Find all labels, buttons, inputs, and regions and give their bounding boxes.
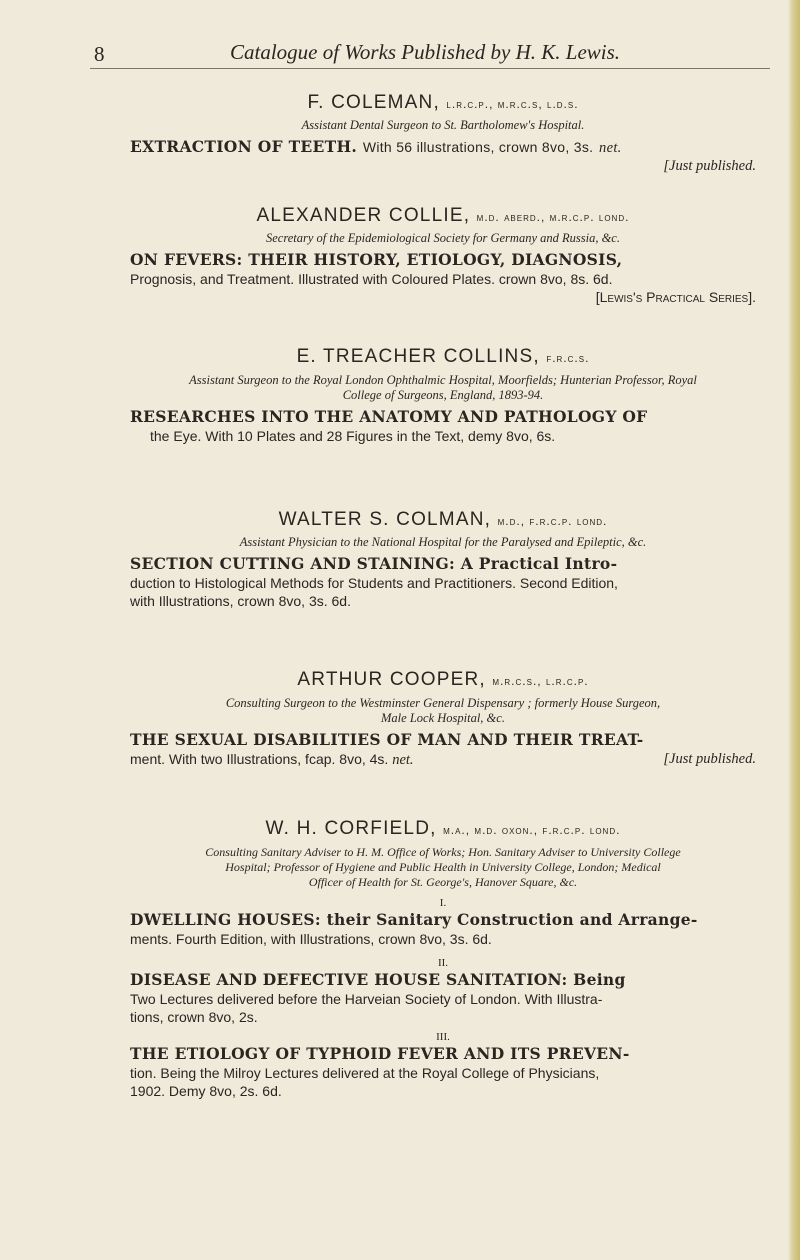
author-text: ALEXANDER COLLIE, [256,205,471,226]
work-description-line-2: 1902. Demy 8vo, 2s. 6d. [130,1083,282,1099]
author-text: ARTHUR COOPER, [297,669,486,690]
author-affiliation: Secretary of the Epidemiological Society for Germany and Russia, &c. [266,231,620,245]
author-name [130,346,756,369]
work-description-line-2: with Illustrations, crown 8vo, 3s. 6d. [130,593,351,609]
work-title: THE SEXUAL DISABILITIES OF MAN AND THEIR TREAT- [130,730,644,749]
author-credentials: l.r.c.p., m.r.c.s, l.d.s. [446,97,579,111]
work-description: the Eye. With 10 Plates and 28 Figures in the Text, demy 8vo, 6s. [150,428,556,444]
author-credentials: f.r.c.s. [546,351,590,365]
description-text: ment. With two Illustrations, fcap. 8vo, 4s. [130,751,389,767]
work-title: DISEASE AND DEFECTIVE HOUSE SANITATION: Being [130,970,626,989]
work-numeral: I. [439,897,447,909]
work-description [130,750,414,769]
entry-collie [130,205,756,306]
work-numeral: III. [436,1031,450,1043]
author-affiliation: Assistant Dental Surgeon to St. Bartholomew's Hospital. [301,118,585,132]
author-affiliation-line-2: Male Lock Hospital, &c. [381,711,505,725]
publication-status: [Just published. [663,751,756,767]
author-affiliation-line-1: Assistant Surgeon to the Royal London Ophthalmic Hospital, Moorfields; Hunterian Professor, Royal [189,373,697,387]
work-description: With 56 illustrations, crown 8vo, 3s. [362,139,594,155]
work-description-line-1: duction to Histological Methods for Students and Practitioners. Second Edition, [130,575,618,591]
work-title: SECTION CUTTING AND STAINING: A Practical Intro- [130,554,618,573]
author-credentials: m.a., m.d. oxon., f.r.c.p. lond. [443,823,621,837]
work-title: RESEARCHES INTO THE ANATOMY AND PATHOLOGY OF [130,407,648,426]
author-affiliation-line-1: Consulting Surgeon to the Westminster General Dispensary ; formerly House Surgeon, [225,696,661,710]
page-header [90,38,770,69]
work-description-line-1: tion. Being the Milroy Lectures delivered at the Royal College of Physicians, [130,1065,600,1081]
work-description-row [130,750,756,769]
author-name [130,818,756,841]
work-title: THE ETIOLOGY OF TYPHOID FEVER AND ITS PREVEN- [130,1044,630,1063]
work-title-line [130,137,756,158]
work-description-line-1: Two Lectures delivered before the Harveian Society of London. With Illustra- [130,991,603,1007]
entry-coleman [130,92,756,175]
author-affiliation-line-3: Officer of Health for St. George's, Hanover Square, &c. [308,875,578,889]
running-title: Catalogue of Works Published by H. K. Lewis. [230,40,621,64]
author-affiliation-line-1: Consulting Sanitary Adviser to H. M. Office of Works; Hon. Sanitary Adviser to University College [205,845,681,859]
entry-corfield [130,818,756,1100]
entry-treacher-collins [130,346,756,445]
author-credentials: m.d., f.r.c.p. lond. [497,514,608,528]
work-title: EXTRACTION OF TEETH. [130,137,358,156]
author-name [130,509,756,532]
entry-colman [130,509,756,610]
author-credentials: m.d. aberd., m.r.c.p. lond. [476,210,630,224]
author-text: W. H. CORFIELD, [265,818,437,839]
author-text: WALTER S. COLMAN, [278,509,492,530]
entry-cooper [130,669,756,769]
author-affiliation-line-2: Hospital; Professor of Hygiene and Public Health in University College, London; Medical [225,860,661,874]
author-text: F. COLEMAN, [307,92,440,113]
work-title: ON FEVERS: THEIR HISTORY, ETIOLOGY, DIAGNOSIS, [130,250,623,269]
page-edge [788,0,800,1260]
author-credentials: m.r.c.s., l.r.c.p. [492,674,589,688]
work-description: Prognosis, and Treatment. Illustrated with Coloured Plates. crown 8vo, 8s. 6d. [130,271,613,287]
series-note: [Lewis's Practical Series]. [595,289,756,305]
price-note: net. [392,752,414,768]
author-name [130,669,756,692]
author-affiliation: Assistant Physician to the National Hospital for the Paralysed and Epileptic, &c. [239,535,647,549]
publication-status: [Just published. [663,158,756,174]
price-note: net. [599,140,622,156]
work-title: DWELLING HOUSES: their Sanitary Construction and Arrange- [130,910,698,929]
author-name [130,92,756,115]
work-description: ments. Fourth Edition, with Illustrations, crown 8vo, 3s. 6d. [130,931,492,947]
work-description-line-2: tions, crown 8vo, 2s. [130,1009,258,1025]
author-text: E. TREACHER COLLINS, [296,346,540,367]
author-affiliation-line-2: College of Surgeons, England, 1893-94. [342,388,544,402]
page-number: 8 [94,42,105,66]
author-name [130,205,756,228]
work-numeral: II. [437,957,449,969]
